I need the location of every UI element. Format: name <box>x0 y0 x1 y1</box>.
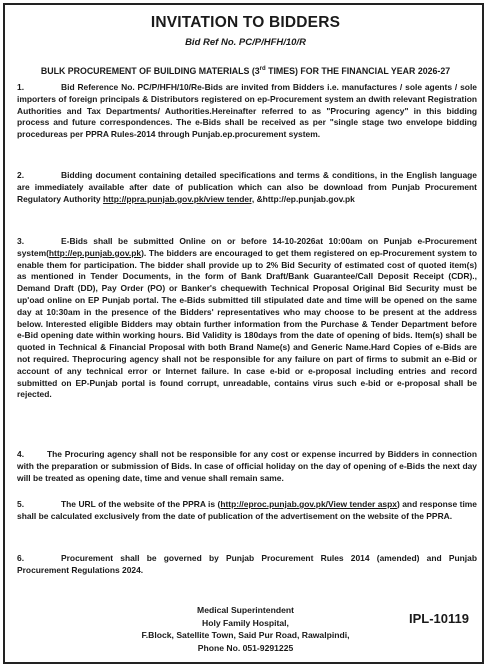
paragraph-number: 1. <box>17 82 25 92</box>
paragraph-2 <box>17 170 477 205</box>
bid-reference: Bid Ref No. PC/P/HFH/10/R <box>185 37 306 48</box>
paragraph-number: 6. <box>17 553 25 563</box>
hospital-name: Holy Family Hospital, <box>202 617 289 628</box>
ipl-code: IPL-10119 <box>409 611 469 626</box>
ppra-url-link[interactable]: http://eproc.punjab.gov.pk/View tender aspx <box>220 499 397 509</box>
paragraph-4 <box>17 449 477 484</box>
paragraph-number: 3. <box>17 236 25 246</box>
paragraph-number: 2. <box>17 170 25 180</box>
ep-punjab-system-link[interactable]: http://ep.punjab.gov.pk <box>48 247 142 258</box>
paragraph-text: Procurement shall be governed by Punjab Procurement Rules 2014 (amended) and Punjab Procurement Regulations 2024. <box>17 553 477 575</box>
paragraph-text: The Procuring agency shall not be responsible for any cost or expense incurred by Bidders in connection with the preparation or submission of Bids. In case of official holiday on the day of opening of e-Bids the next day will be treated as opening date, time and venue shall remain same. <box>17 449 477 483</box>
paragraph-1 <box>17 82 477 141</box>
page-title: INVITATION TO BIDDERS <box>150 14 341 31</box>
hospital-address: F.Block, Satellite Town, Said Pur Road, Rawalpindi, <box>141 630 350 640</box>
paragraph-text: The URL of the website of the PPRA is ( <box>61 499 221 509</box>
paragraph-6 <box>17 553 477 577</box>
paragraph-text: E-Bids shall be submitted Online on or before 14-10-2026at 10:00am on Punjab e-Procurement system( <box>17 236 477 258</box>
paragraph-text: Bidding document containing detailed specifications and terms & conditions, in the English language are immediately available after date of publication which can also be download from Punjab Procurement Regulatory Authority <box>17 170 477 204</box>
ppra-tender-link[interactable]: http://ppra.punjab.gov.pk/view tender, <box>102 193 255 204</box>
paragraph-3 <box>17 236 477 401</box>
paragraph-5 <box>17 499 477 523</box>
heading-pre: BULK PROCUREMENT OF BUILDING MATERIALS (3 <box>40 66 260 76</box>
paragraph-number: 5. <box>17 499 25 509</box>
heading-sup: rd <box>259 66 266 73</box>
phone-number: Phone No. 051-9291225 <box>197 642 294 653</box>
ep-punjab-link[interactable]: &http://ep.punjab.gov.pk <box>256 193 355 204</box>
paragraph-text-cont: ) and response time shall be calculated exclusively from the date of publication of the advertisement on the website of the PPRA. <box>17 499 477 521</box>
heading-post: TIMES) FOR THE FINANCIAL YEAR 2026-27 <box>265 66 451 76</box>
paragraph-number: 4. <box>17 449 25 459</box>
paragraph-text: Bid Reference No. PC/P/HFH/10/Re-Bids are invited from Bidders i.e. manufactures / sole agents / sole importers of foreign principals & Distributors registered on ep-Procurement system an dwith relevant Registration Authorities and Tax Departments/ Authorities.Hereinafter referred to as "Procuring agency" in this bidding process and future correspondences. The e-Bids shall be received as per "single stage two envelope bidding procedureas per PPRA Rules-2014 through Punjab.ep.procurement system. <box>17 82 477 140</box>
paragraph-text-cont: ). The bidders are encouraged to get them registered on ep-Procurement system to enable them for participation. The bidder shall provide up to 2% Bid Security of estimated cost of quoted item(s) as mentioned in Tender Documents, in the form of Bank Draft/Bank Guarantee/Call Deposit Receipt (CDR)., Demand Draft (DD), Pay Order (PO) or Banker's chequewith Technical Proposal Original Bid Security must be up'oad online on EP Punjab portal. The e-Bids submitted till stipulated date and time will be opened on the same day at 10:30am in the presence of the Bidders' representatives who may choose to be present at the address below. Interested eligible Bidders may obtain further information from the Purchase & Tender Department before e-Bid opening date within working hours. Bid Validity is 180days from the date of opening of bids. Item(s) shall be quoted in Technical & Financial Proposal with both Brand Name(s) and Generic Name.Hard Copies of e-Bids are not required. Theprocuring agency shall not be responsible for any failure on part of firms to submit an e-Bid or account of any technical error or Internet failure. In case e-bid or e-proposal including entries and record submitted on EP-Punjab portal is found corrupt, unreadable, contains virus such e-bid or e-proposal shall be rejected. <box>17 247 477 400</box>
signatory-title: Medical Superintendent <box>197 605 294 615</box>
procurement-heading <box>0 66 491 76</box>
